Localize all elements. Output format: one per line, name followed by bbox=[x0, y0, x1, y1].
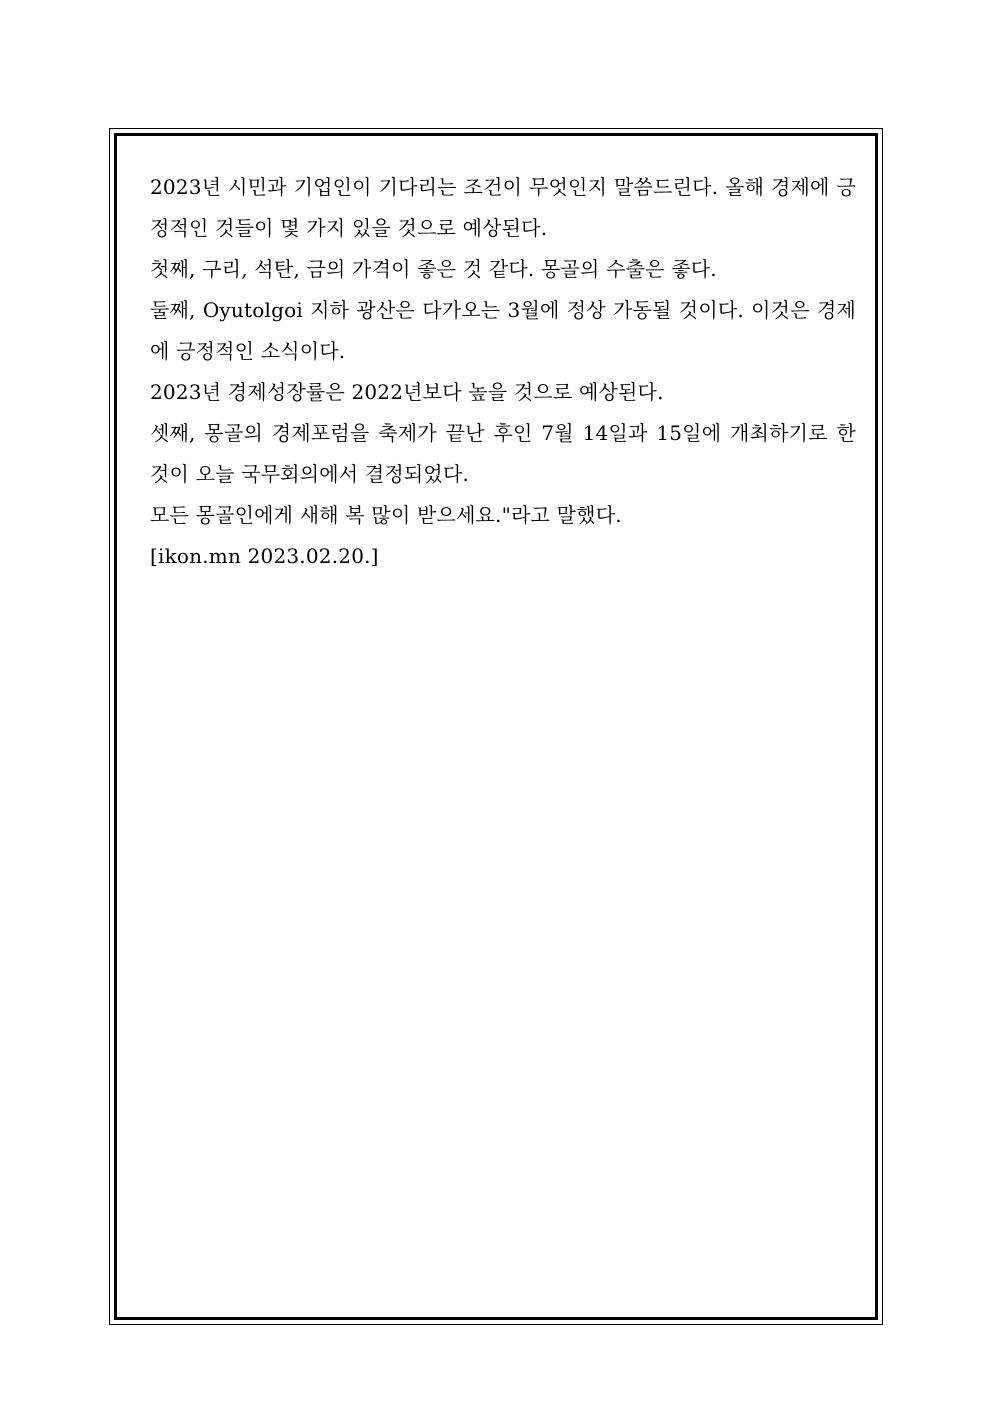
source-citation: [ikon.mn 2023.02.20.] bbox=[150, 544, 379, 568]
paragraph-growth-forecast: 2023년 경제성장률은 2022년보다 높을 것으로 예상된다. bbox=[150, 380, 664, 404]
paragraph-intro: 2023년 시민과 기업인이 기다리는 조건이 무엇인지 말씀드린다. 올해 경제에 긍정적인 것들이 몇 가지 있을 것으로 예상된다. bbox=[150, 175, 856, 240]
paragraph-third-point: 셋째, 몽골의 경제포럼을 축제가 끝난 후인 7월 14일과 15일에 개최하기로 한 것이 오늘 국무회의에서 결정되었다. bbox=[150, 421, 856, 486]
page-border-outer bbox=[109, 128, 883, 1325]
paragraph-second-point: 둘째, Oyutolgoi 지하 광산은 다가오는 3월에 정상 가동될 것이다. 이것은 경제에 긍정적인 소식이다. bbox=[150, 298, 856, 363]
paragraph-new-year-greeting: 모든 몽골인에게 새해 복 많이 받으세요."라고 말했다. bbox=[150, 503, 622, 527]
document-body bbox=[150, 167, 856, 577]
page-border-inner bbox=[114, 133, 878, 1320]
paragraph-first-point: 첫째, 구리, 석탄, 금의 가격이 좋은 것 같다. 몽골의 수출은 좋다. bbox=[150, 257, 717, 281]
